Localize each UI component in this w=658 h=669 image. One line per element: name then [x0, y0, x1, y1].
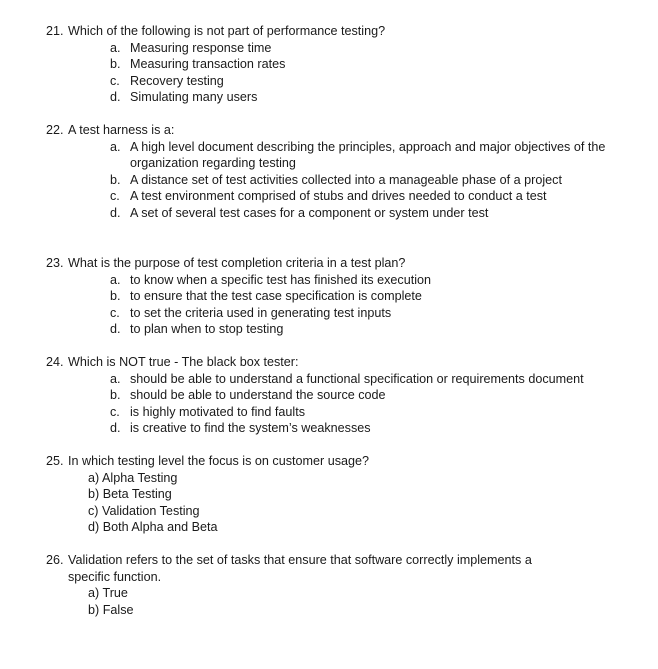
- answer-option-c: c. is highly motivated to find faults: [110, 404, 306, 419]
- question-24: [46, 354, 636, 437]
- answer-option-c: c. to set the criteria used in generating test inputs: [110, 305, 392, 320]
- question-stem: [46, 255, 636, 272]
- question-number: 24.: [46, 355, 64, 369]
- question-number: 21.: [46, 24, 64, 38]
- answer-option-d: d. A set of several test cases for a component or system under test: [110, 205, 489, 220]
- answer-options: [46, 585, 636, 618]
- answer-options: [46, 139, 636, 222]
- question-number: 25.: [46, 454, 64, 468]
- answer-option-b: b. to ensure that the test case specification is complete: [110, 289, 422, 303]
- answer-option-d: d. Simulating many users: [110, 90, 258, 104]
- answer-option-a: a. A high level document describing the principles, approach and major objectives of the organization regarding testing: [110, 139, 606, 170]
- answer-option-d: d. is creative to find the system’s weaknesses: [110, 421, 371, 435]
- answer-option-a: a. should be able to understand a functional specification or requirements document: [110, 371, 584, 386]
- question-text: Which of the following is not part of performance testing?: [68, 24, 386, 38]
- question-stem: [46, 354, 636, 371]
- answer-option-b: b) False: [88, 602, 134, 617]
- answer-option-a: a. Measuring response time: [110, 40, 272, 55]
- answer-option-b: b) Beta Testing: [88, 487, 172, 501]
- answer-option-c: c. A test environment comprised of stubs and drives needed to conduct a test: [110, 189, 547, 203]
- question-stem: [46, 453, 636, 470]
- question-22: [46, 122, 636, 221]
- answer-option-c: c) Validation Testing: [88, 503, 200, 518]
- answer-options: [46, 470, 636, 536]
- answer-options: [46, 371, 636, 437]
- question-23: [46, 255, 636, 338]
- question-stem: [46, 122, 636, 139]
- answer-option-b: b. should be able to understand the source code: [110, 388, 386, 402]
- question-text: What is the purpose of test completion criteria in a test plan?: [68, 256, 406, 270]
- answer-option-b: b. A distance set of test activities collected into a manageable phase of a project: [110, 172, 562, 187]
- question-number: 22.: [46, 123, 64, 137]
- question-stem: [46, 23, 636, 40]
- question-25: [46, 453, 636, 536]
- answer-option-b: b. Measuring transaction rates: [110, 57, 286, 71]
- answer-option-a: a. to know when a specific test has finished its execution: [110, 272, 432, 287]
- answer-option-c: c. Recovery testing: [110, 73, 224, 88]
- answer-options: [46, 272, 636, 338]
- question-26: [46, 552, 636, 618]
- question-text: In which testing level the focus is on customer usage?: [68, 454, 370, 468]
- answer-option-d: d) Both Alpha and Beta: [88, 520, 218, 534]
- question-stem: [46, 552, 636, 585]
- answer-option-a: a) Alpha Testing: [88, 470, 178, 485]
- question-21: [46, 23, 636, 106]
- question-number: 26.: [46, 553, 64, 567]
- question-number: 23.: [46, 256, 64, 270]
- question-text: Which is NOT true - The black box tester:: [68, 355, 299, 369]
- question-text: Validation refers to the set of tasks that ensure that software correctly implements a specific function.: [68, 553, 532, 584]
- answer-option-d: d. to plan when to stop testing: [110, 322, 284, 336]
- question-text: A test harness is a:: [68, 123, 175, 137]
- answer-option-a: a) True: [88, 586, 128, 600]
- answer-options: [46, 40, 636, 106]
